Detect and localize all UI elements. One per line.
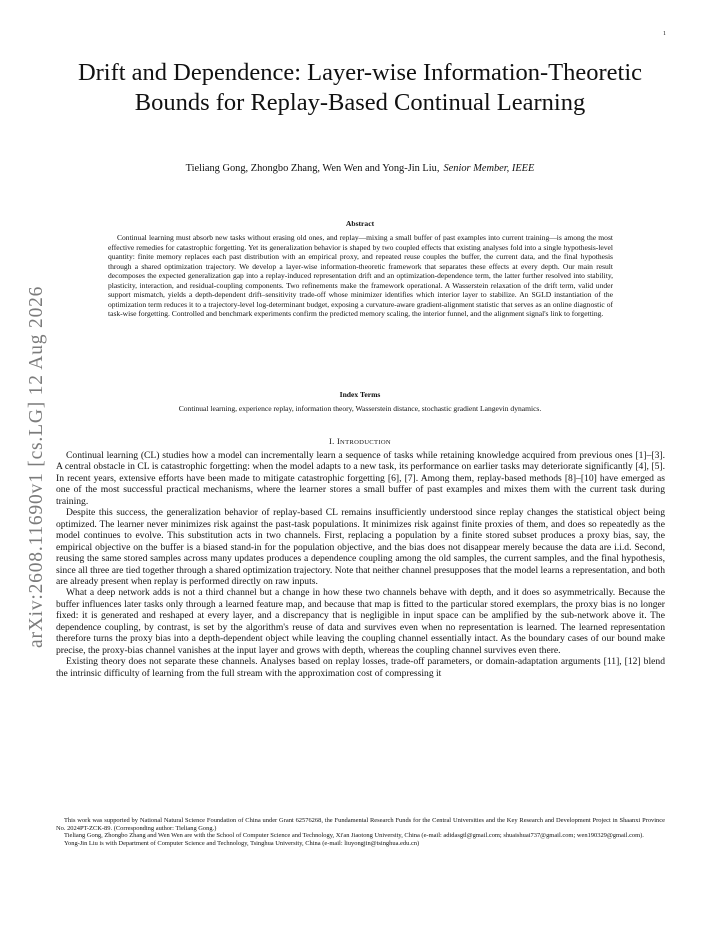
paper-title: Drift and Dependence: Layer-wise Information-Theoretic Bounds for Replay-Based Continual Learning bbox=[77, 59, 643, 116]
author-names: Tieliang Gong, Zhongbo Zhang, Wen Wen and Yong-Jin Liu, bbox=[185, 163, 440, 174]
paragraph: Despite this success, the generalization behavior of replay-based CL remains insufficiently understood since replay changes the statistical object being optimized. The learner never minimizes risk against the past-task populations. It minimizes risk against finite proxies of them, and does so repeatedly as the model continues to evolve. This substitution acts in two channels. First, replacing a population by a finite stored subset produces a proxy bias, say, the empirical objective on the buffer is a biased stand-in for the population objective, and the bias does not disappear merely because the data are i.i.d. Second, reusing the same stored samples across many updates produces a dependence coupling among the old samples, the current samples, and the final hypothesis, since all three are tied together through a shared optimization trajectory. Note that neither channel presupposes that the model learns a representation, and both are already present when replay is performed directly on raw inputs. bbox=[56, 507, 665, 587]
paragraph: What a deep network adds is not a third channel but a change in how these two channels behave with depth, and it does so asymmetrically. Because the buffer influences later tasks only through a learned feature map, and because that map is fitted to the particular stored exemplars, the proxy bias is no longer fixed: it is generated and reshaped at every layer, and a discrepancy that is negligible in input space can be amplified by the sub-network above it. The dependence coupling, by contrast, is set by the algorithm's reuse of data and survives even when no representation is learned. The learned representation therefore turns the proxy bias into a depth-dependent object while leaving the coupling channel essentially intact. As the boundary cases of our bound make precise, the proxy-bias channel vanishes at the input layer and grows with depth, whereas the coupling channel survives even there. bbox=[56, 587, 665, 656]
footnote-affiliation: Tieliang Gong, Zhongbo Zhang and Wen Wen are with the School of Computer Science and Technology, Xi'an Jiaotong University, China (e-mail: adidasgtl@gmail.com; shuaishuai737@gmail.com; wen190329@gmail.com). bbox=[64, 832, 644, 840]
paragraph: Existing theory does not separate these channels. Analyses based on replay losses, trade-off parameters, or domain-adaptation arguments [11], [12] blend the intrinsic difficulty of learning from the full stream with the approximation cost of compressing it bbox=[56, 656, 665, 679]
abstract-heading: Abstract bbox=[345, 219, 375, 228]
index-terms-heading: Index Terms bbox=[339, 390, 381, 399]
footnotes bbox=[56, 817, 665, 848]
arxiv-identifier: arXiv:2608.11690v1 [cs.LG] 12 Aug 2026 bbox=[26, 285, 47, 648]
footnote-affiliation: Yong-Jin Liu is with Department of Computer Science and Technology, Tsinghua University, China (e-mail: liuyongjin@tsinghua.edu.cn) bbox=[64, 840, 420, 848]
author-role: Senior Member, IEEE bbox=[443, 163, 535, 174]
section-heading bbox=[0, 437, 720, 446]
author-line bbox=[70, 163, 650, 174]
section-title-initial: I bbox=[336, 437, 341, 446]
section-number: I. bbox=[329, 437, 335, 446]
footnote-funding: This work was supported by National Natural Science Foundation of China under Grant 62576268, the Fundamental Research Funds for the Central Universities and the Key Research and Development Project in Shaanxi Province No. 2024PT-ZCK-89. (Corresponding author: Tieliang Gong.) bbox=[56, 817, 665, 832]
section-body bbox=[56, 450, 665, 679]
abstract-text: Continual learning must absorb new tasks without erasing old ones, and replay—mixing a small buffer of past examples into current training—is among the most effective remedies for catastrophic forgetting. Yet its generalization behavior is shaped by two coupled effects that existing analyses fold into a single hypothesis-level quantity: finite memory replaces each past distribution with an empirical proxy, and repeated reuse couples the buffer, the current data, and the final hypothesis through a shared optimization trajectory. We develop a layer-wise information-theoretic framework that separates these effects at every depth. Our main result decomposes the expected generalization gap into a replay-induced representation drift and an optimization-dependence term, the latter further resolved into stability, plasticity, interaction, and residual-coupling components. Two refinements make the framework operational. A Wasserstein relaxation of the drift term, valid under support mismatch, yields a depth-dependent drift–sensitivity trade-off whose minimizer identifies which interior layer to stabilize. An SGLD instantiation of the optimization term reduces it to a trajectory-level log-determinant budget, exposing a curvature-aware gradient-alignment statistic that serves as an online diagnostic of task-wise forgetting. Controlled and benchmark experiments confirm the predicted memory scaling, the interior funnel, and the alignment signal's link to forgetting. bbox=[108, 233, 613, 318]
page-number: 1 bbox=[663, 31, 666, 37]
paragraph: Continual learning (CL) studies how a model can incrementally learn a sequence of tasks while retaining knowledge acquired from previous ones [1]–[3]. A central obstacle in CL is catastrophic forgetting: when the model adapts to a new task, its performance on earlier tasks may deteriorate significantly [4], [5]. In recent years, extensive efforts have been made to mitigate catastrophic forgetting [6], [7]. Among them, replay-based methods [8]–[10] have emerged as one of the most successful practical mechanisms, where the learner stores a small buffer of past examples and mixes them with the current task during training. bbox=[56, 450, 665, 507]
index-terms-text: Continual learning, experience replay, information theory, Wasserstein distance, stochastic gradient Langevin dynamics. bbox=[178, 404, 542, 413]
section-title-rest: NTRODUCTION bbox=[340, 439, 391, 446]
